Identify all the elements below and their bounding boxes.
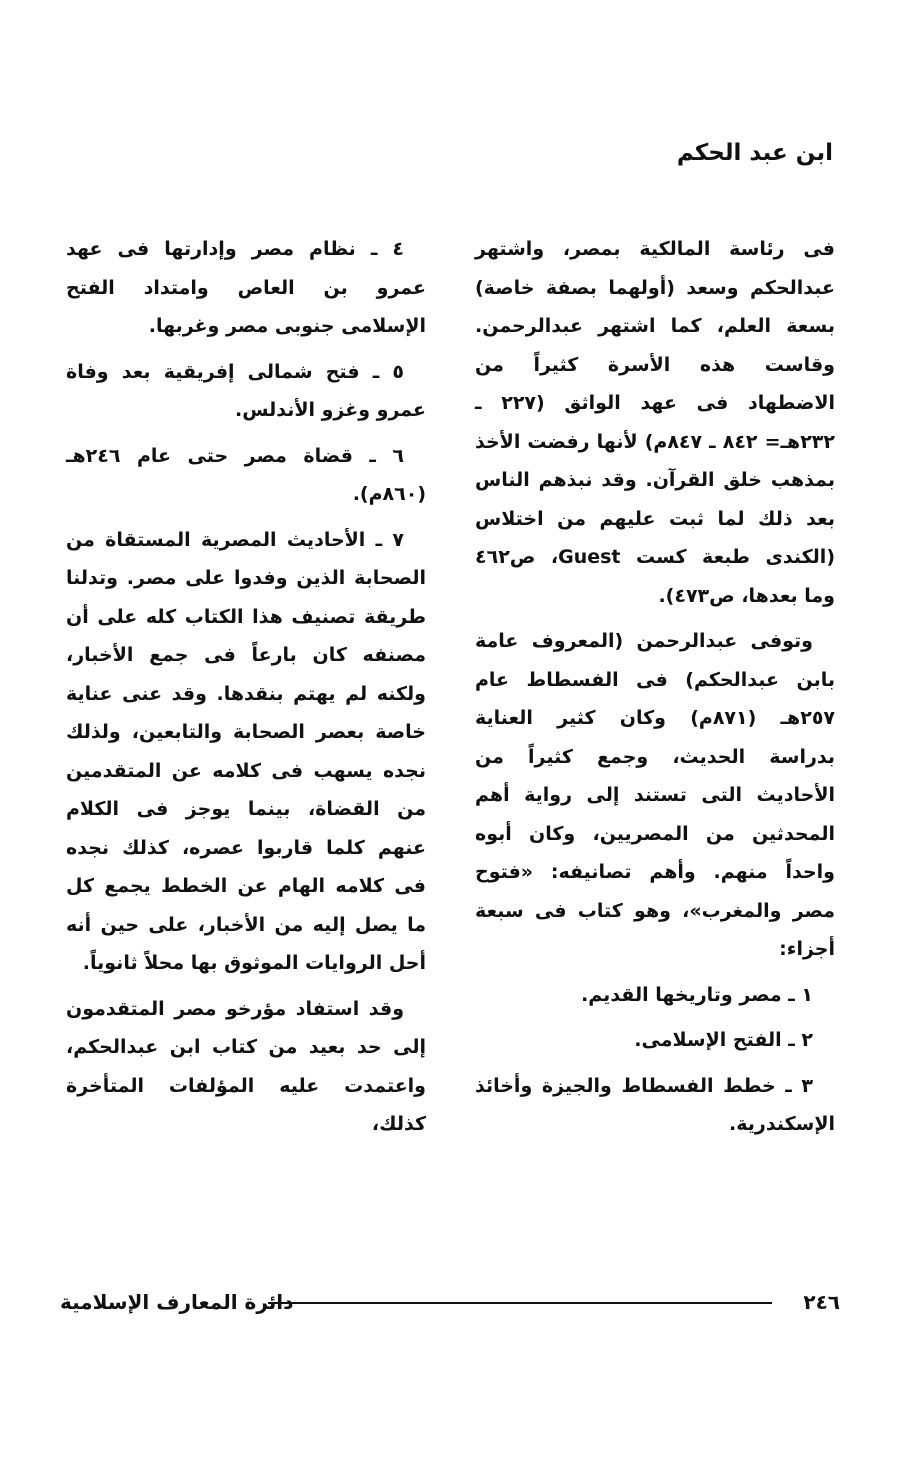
list-item: ٤ ـ نظام مصر وإدارتها فى عهد عمرو بن العاص وامتداد الفتح الإسلامى جنوبى مصر وغربها. (66, 238, 426, 337)
list-item: ٦ ـ قضاة مصر حتى عام ٢٤٦هـ (٨٦٠م). (66, 444, 426, 505)
page-footer (60, 1290, 840, 1322)
series-title: دائرة المعارف الإسلامية (60, 1290, 294, 1314)
list-item: ٧ ـ الأحاديث المصرية المستقاة من الصحابة الذين وفدوا على مصر. وتدلنا طريقة تصنيف هذا الكتاب كله على أن مصنفه كان بارعاً فى جمع الأخبار، ولكنه لم يهتم بنقدها. وقد عنى عناية خاصة بعصر الصحابة والتابعين، ولذلك نجده يسهب فى كلامه عن المتقدمين من القضاة، بينما يوجز فى الكلام عنهم كلما قاربوا عصره، كذلك نجده فى كلامه الهام عن الخطط يجمع كل ما يصل إليه من الأخبار، على حين أنه أحل الروايات الموثوق بها محلاً ثانوياً. (66, 528, 426, 974)
paragraph: وتوفى عبدالرحمن (المعروف عامة بابن عبدالحكم) فى الفسطاط عام ٢٥٧هـ (٨٧١م) وكان كثير العناية بدراسة الحديث، وجمع كثيراً من الأحاديث التى تستند إلى رواية أهم المحدثين من المصريين، وكان أبوه واحداً منهم. وأهم تصانيفه: «فتوح مصر والمغرب»، وهو كتاب فى سبعة أجزاء: (475, 630, 836, 960)
list-item: ٥ ـ فتح شمالى إفريقية بعد وفاة عمرو وغزو الأندلس. (66, 360, 426, 421)
running-header: ابن عبد الحكم (676, 140, 833, 166)
list-item: ٢ ـ الفتح الإسلامى. (634, 1029, 813, 1051)
list-item: ٣ ـ خطط الفسطاط والجيزة وأخائذ الإسكندرية. (475, 1074, 835, 1135)
list-item: ١ ـ مصر وتاريخها القديم. (581, 983, 813, 1006)
paragraph: وقد استفاد مؤرخو مصر المتقدمون إلى حد بعيد من كتاب ابن عبدالحكم، واعتمدت عليه المؤلفات المتأخرة كذلك، (66, 997, 426, 1135)
footer-rule (268, 1302, 772, 1304)
page-number: ٢٤٦ (803, 1290, 840, 1314)
left-column (66, 230, 426, 1151)
right-column (475, 230, 835, 1151)
paragraph: فى رئاسة المالكية بمصر، واشتهر عبدالحكم وسعد (أولهما بصفة خاصة) بسعة العلم، كما اشتهر عبدالرحمن. وقاست هذه الأسرة كثيراً من الاضطهاد فى عهد الواثق (٢٢٧ ـ ٢٣٢هـ= ٨٤٢ ـ ٨٤٧م) لأنها رفضت الأخذ بمذهب خلق القرآن. وقد نبذهم الناس بعد ذلك لما ثبت عليهم من اختلاس (الكندى طبعة كست Guest، ص٤٦٢ وما بعدها، ص٤٧٣). (475, 238, 836, 607)
